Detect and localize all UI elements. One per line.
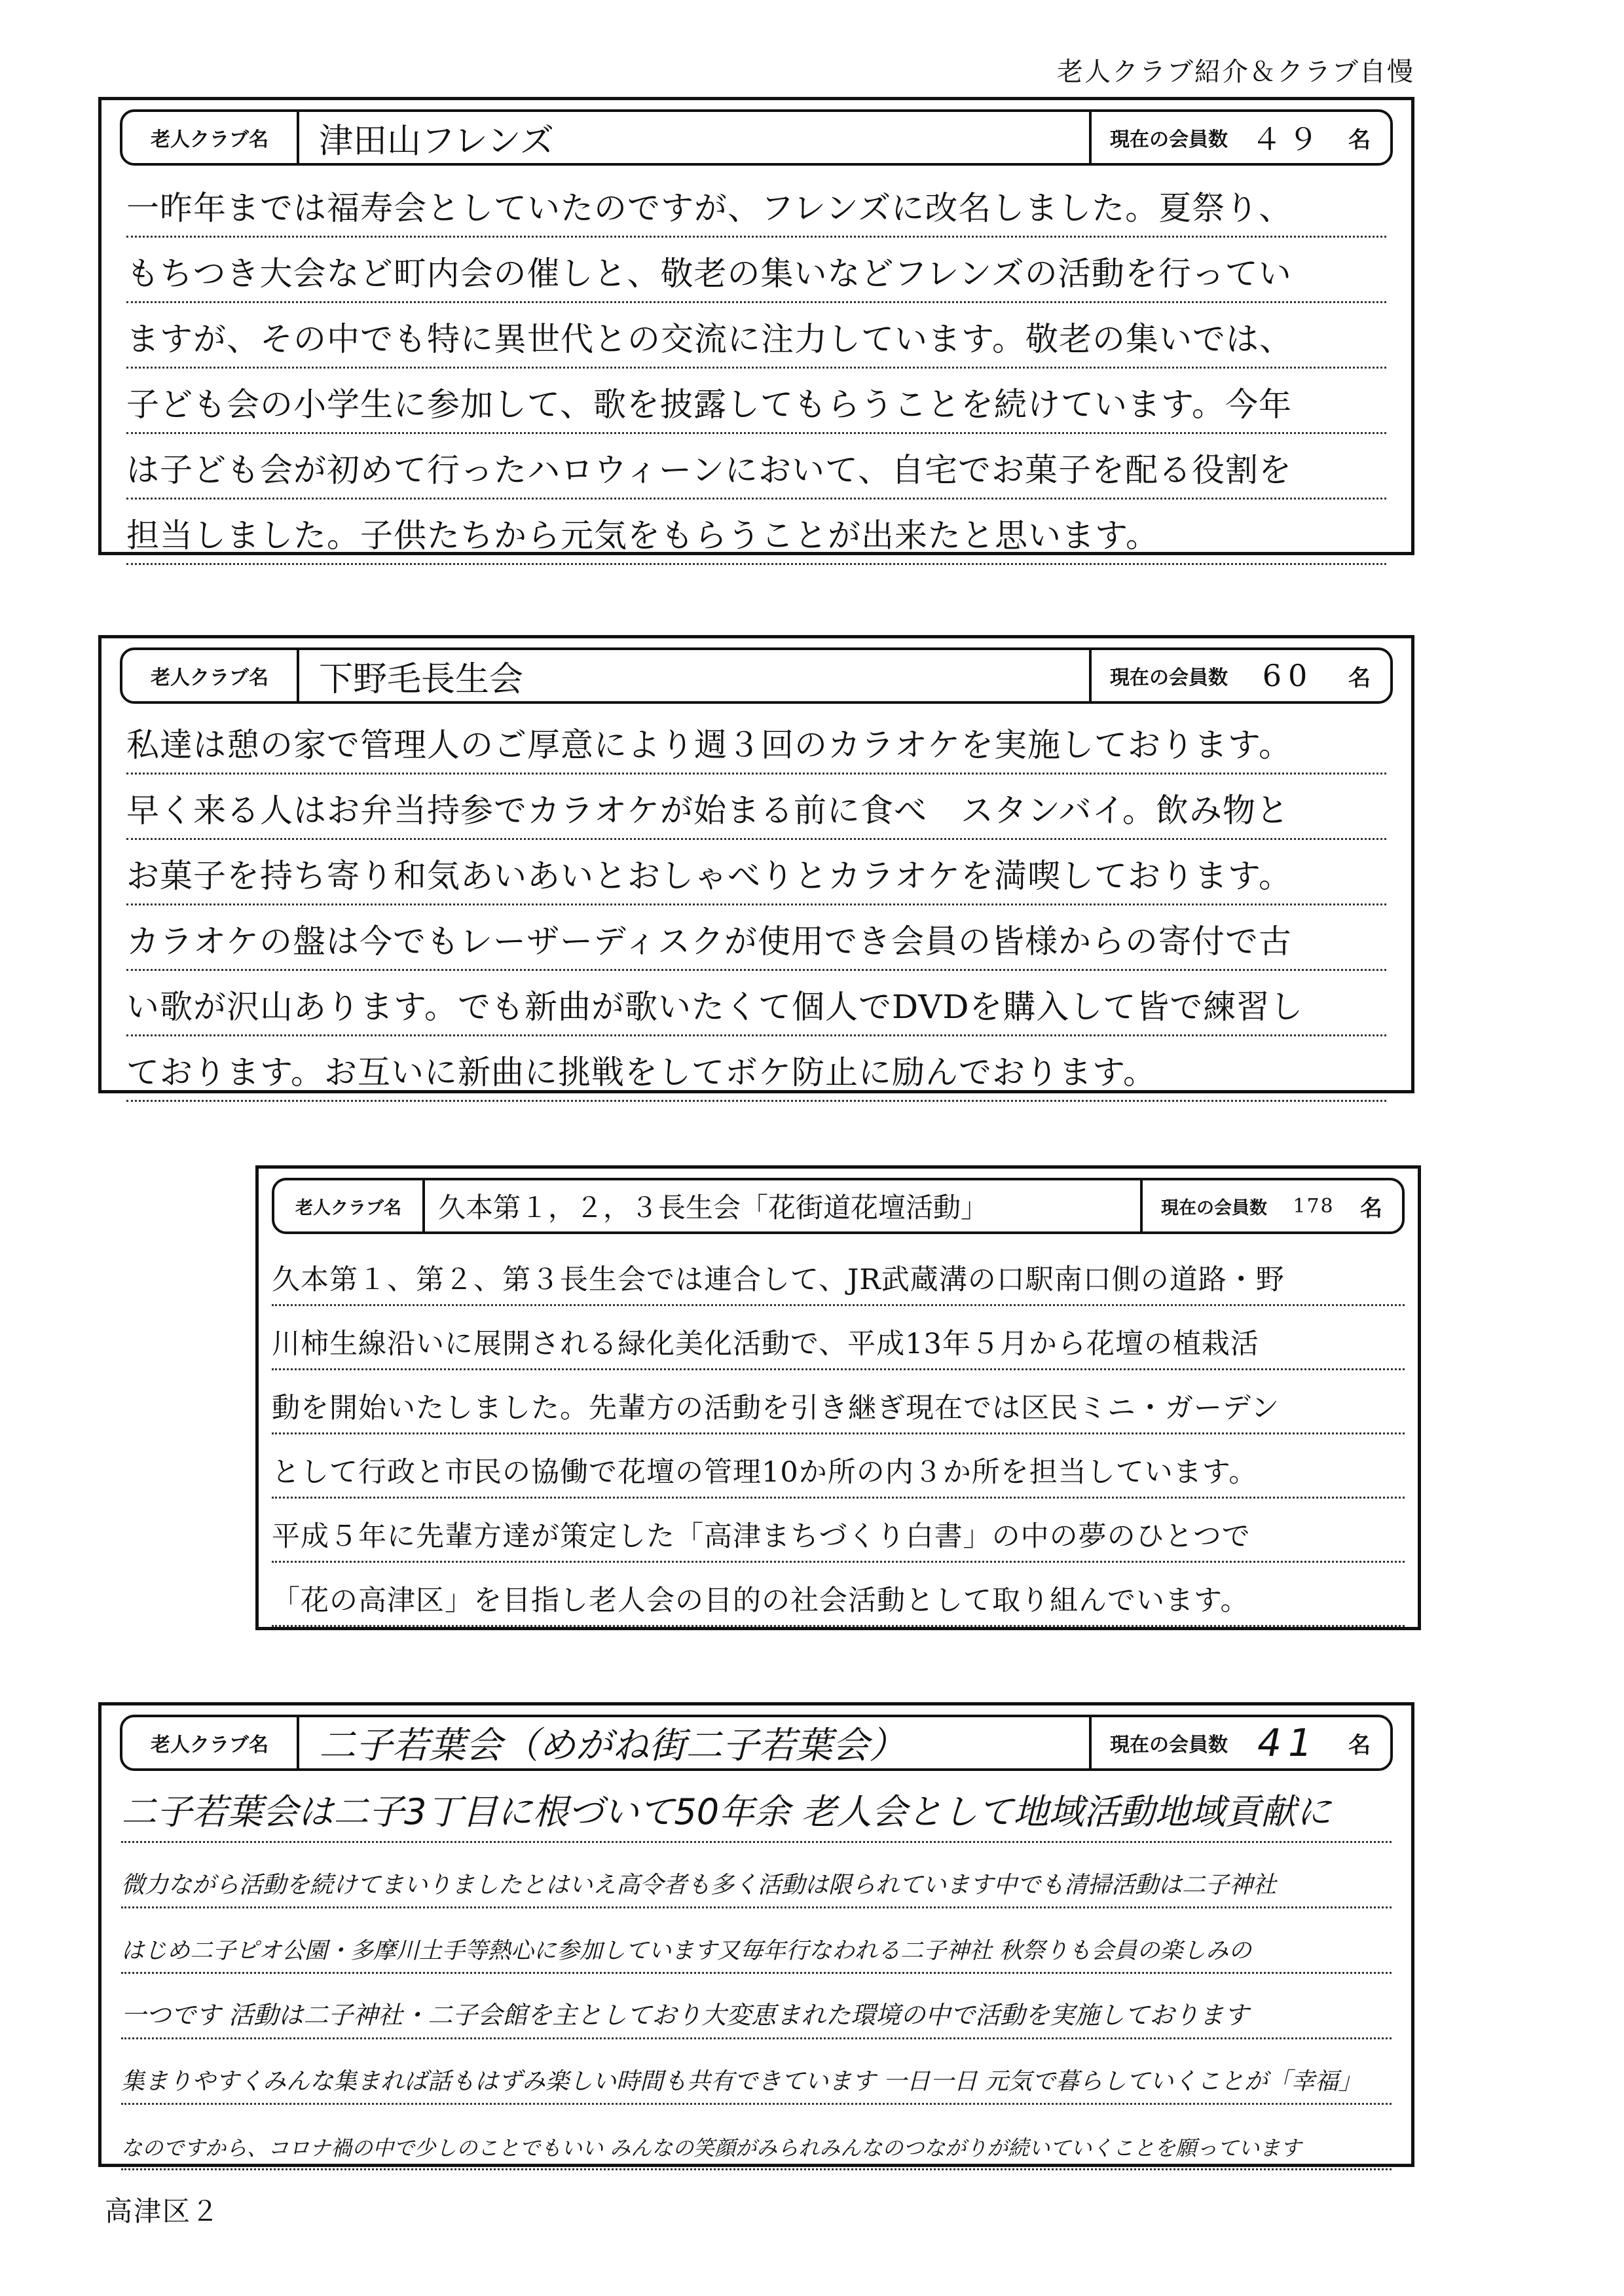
description-line: 川柿生線沿いに展開される緑化美化活動で、平成13年５月から花壇の植栽活 <box>272 1306 1405 1370</box>
club-card-hisamoto <box>255 1165 1421 1630</box>
description-line: 一つです 活動は二子神社・二子会館を主としており大変恵まれた環境の中で活動を実施しております <box>121 1974 1392 2039</box>
description-line: 久本第１、第２、第３長生会では連合して、JR武蔵溝の口駅南口側の道路・野 <box>272 1242 1405 1306</box>
description-line: 担当しました。子供たちから元気をもらうことが出来たと思います。 <box>126 500 1386 565</box>
club-header <box>120 109 1393 166</box>
member-count: ４９ <box>1251 122 1325 157</box>
member-count: 41 <box>1257 1721 1319 1765</box>
member-count-box <box>1140 1180 1402 1231</box>
description-line: 「花の高津区」を目指し老人会の目的の社会活動として取り組んでいます。 <box>272 1563 1405 1627</box>
description-line: もちつき大会など町内会の催しと、敬老の集いなどフレンズの活動を行ってい <box>126 238 1386 303</box>
page-header-title: 老人クラブ紹介＆クラブ自慢 <box>1057 57 1414 87</box>
club-header <box>272 1178 1405 1234</box>
club-name-label: 老人クラブ名 <box>274 1180 425 1231</box>
member-count-label: 現在の会員数 <box>1161 1197 1267 1218</box>
description-line: 集まりやすくみんな集まれば話もはずみ楽しい時間も共有できています 一日一日 元気で暮らしていくことが「幸福」 <box>121 2039 1392 2105</box>
club-name: 久本第１，２，３長生会「花街道花壇活動」 <box>438 1192 989 1224</box>
club-description <box>126 172 1386 565</box>
description-line: 微力ながら活動を続けてまいりましたとはいえ高令者も多く活動は限られています中でも清掃活動は二子神社 <box>121 1843 1392 1908</box>
description-line: 二子若葉会は二子3丁目に根づいて50年余 老人会として地域活動地域貢献に <box>121 1777 1392 1843</box>
member-unit: 名 <box>1348 126 1371 153</box>
description-line: 早く来る人はお弁当持参でカラオケが始まる前に食べ スタンバイ。飲み物と <box>126 774 1386 840</box>
club-card-futako-wakaba <box>98 1702 1414 2167</box>
member-count-label: 現在の会員数 <box>1110 1734 1228 1757</box>
member-unit: 名 <box>1359 1195 1382 1222</box>
club-name-label: 老人クラブ名 <box>122 1717 299 1768</box>
description-line: なのですから、コロナ禍の中で少しのことでもいい みんなの笑顔がみられみんなのつながりが続いていくことを願っています <box>121 2105 1392 2170</box>
description-line: お菓子を持ち寄り和気あいあいとおしゃべりとカラオケを満喫しております。 <box>126 840 1386 905</box>
member-count-label: 現在の会員数 <box>1110 128 1228 151</box>
club-name-label: 老人クラブ名 <box>122 650 299 701</box>
description-line: い歌が沢山あります。でも新曲が歌いたくて個人でDVDを購入して皆で練習し <box>126 971 1386 1036</box>
club-card-shimonoge <box>98 635 1414 1093</box>
member-count-box <box>1089 650 1390 701</box>
club-header <box>120 647 1393 704</box>
description-line: ますが、その中でも特に異世代との交流に注力しています。敬老の集いでは、 <box>126 303 1386 369</box>
club-header <box>120 1715 1393 1771</box>
club-description <box>126 709 1386 1102</box>
club-name: 下野毛長生会 <box>319 659 524 699</box>
description-line: 平成５年に先輩方達が策定した「高津まちづくり白書」の中の夢のひとつで <box>272 1499 1405 1563</box>
member-unit: 名 <box>1348 665 1371 691</box>
description-line: 私達は憩の家で管理人のご厚意により週３回のカラオケを実施しております。 <box>126 709 1386 774</box>
description-line: ております。お互いに新曲に挑戦をしてボケ防止に励んでおります。 <box>126 1036 1386 1102</box>
description-line: 動を開始いたしました。先輩方の活動を引き継ぎ現在では区民ミニ・ガーデン <box>272 1370 1405 1434</box>
description-line: は子ども会が初めて行ったハロウィーンにおいて、自宅でお菓子を配る役割を <box>126 434 1386 500</box>
description-line: はじめ二子ピオ公園・多摩川土手等熱心に参加しています又毎年行なわれる二子神社 秋祭りも会員の楽しみの <box>121 1908 1392 1974</box>
member-unit: 名 <box>1348 1732 1371 1758</box>
description-line: として行政と市民の協働で花壇の管理10か所の内３か所を担当しています。 <box>272 1434 1405 1499</box>
club-card-tsudayama <box>98 97 1414 555</box>
club-name: 二子若葉会（めがね街二子若葉会） <box>319 1724 906 1767</box>
description-line: カラオケの盤は今でもレーザーディスクが使用でき会員の皆様からの寄付で古 <box>126 905 1386 971</box>
member-count: 178 <box>1293 1194 1335 1218</box>
member-count-box <box>1089 112 1390 163</box>
club-name: 津田山フレンズ <box>319 121 555 161</box>
description-line: 一昨年までは福寿会としていたのですが、フレンズに改名しました。夏祭り、 <box>126 172 1386 238</box>
club-name-label: 老人クラブ名 <box>122 112 299 163</box>
description-line: 子ども会の小学生に参加して、歌を披露してもらうことを続けています。今年 <box>126 369 1386 434</box>
member-count-label: 現在の会員数 <box>1110 666 1228 689</box>
club-description <box>272 1242 1405 1627</box>
member-count-box <box>1089 1717 1390 1768</box>
page-footer-label: 高津区２ <box>105 2195 221 2227</box>
member-count: 60 <box>1262 658 1314 693</box>
club-description <box>121 1777 1392 2170</box>
